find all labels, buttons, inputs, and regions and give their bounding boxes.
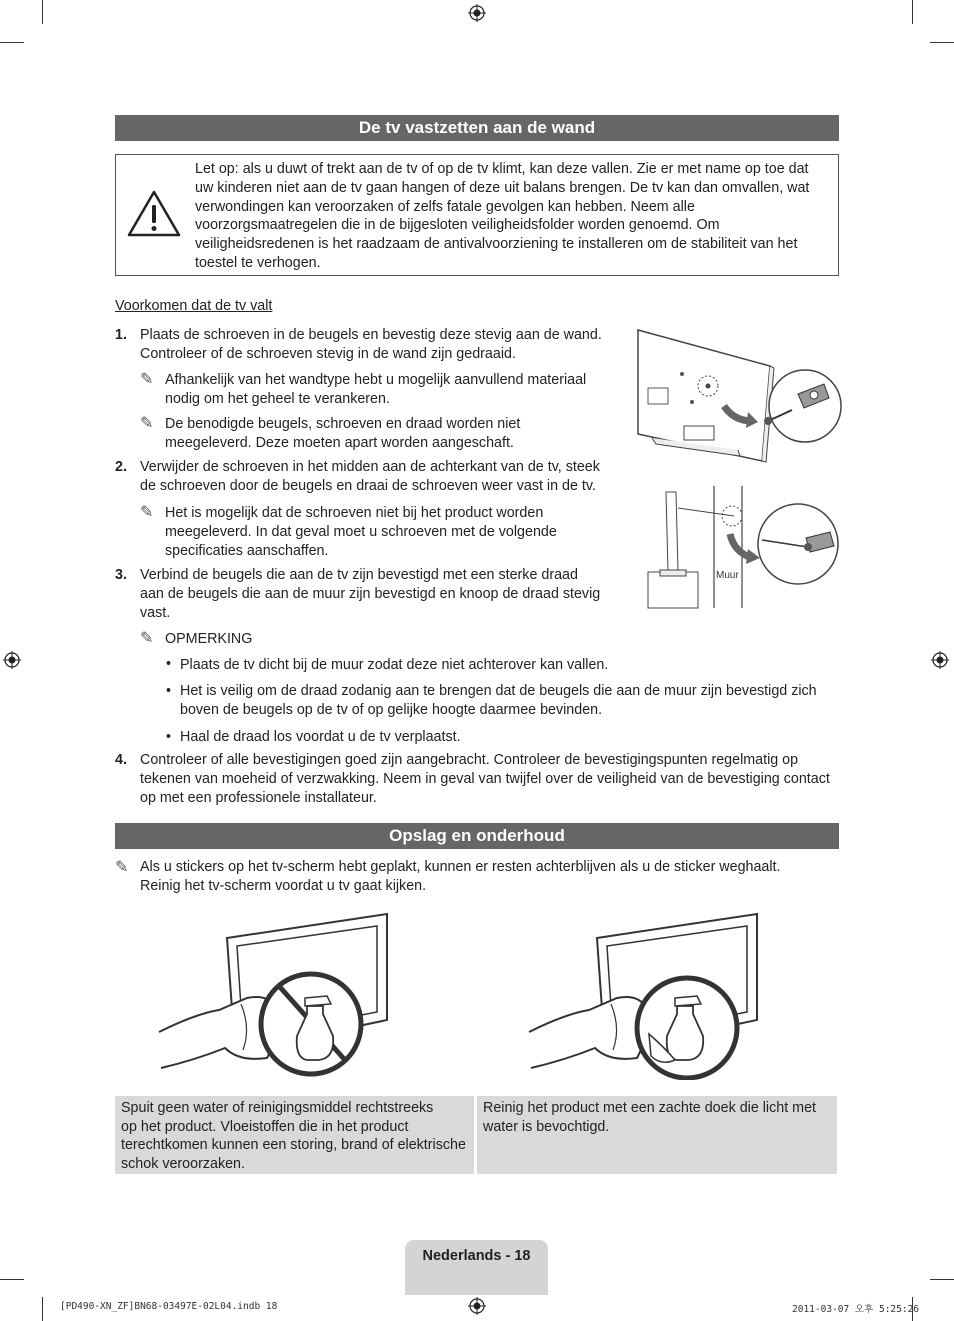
page-number-tab: Nederlands - 18 (405, 1240, 548, 1295)
crop-mark (42, 1297, 43, 1321)
registration-mark-icon (468, 1297, 486, 1315)
bullet-text: Plaats de tv dicht bij de muur zodat deze niet achterover kan vallen. (180, 657, 609, 673)
step-number: 1. (115, 327, 127, 343)
note-text: De benodigde beugels, schroeven en draad worden niet meegeleverd. Deze moeten apart worden aangeschaft. (165, 416, 521, 451)
bullet-dot: • (166, 656, 172, 672)
note-text: Het is mogelijk dat de schroeven niet bij het product worden meegeleverd. In dat geval moet u schroeven met de volgende specificaties aanschaffen. (165, 505, 557, 559)
warning-body: : als u duwt of trekt aan de tv of op de tv klimt, kan deze vallen. Zie er met name op toe dat uw kinderen niet aan de tv gaan hangen of deze uit balans brengen. De tv kan dan omvallen, wat verwondingen kan veroorzaken of zelfs fatale gevolgen kan hebben. Neem alle voorzorgsmaatregelen die in de bijgesloten veiligheidsfolder worden genoemd. Om veiligheidsredenen is het raadzaam de antivalvoorziening te installeren om de stabiliteit van het toestel te verhogen. (195, 161, 810, 271)
pencil-note-icon: ✎ (140, 504, 154, 521)
caption-damp-cloth: Reinig het product met een zachte doek die licht met water is bevochtigd. (477, 1096, 837, 1174)
footer-timestamp: 2011-03-07 오후 5:25:26 (792, 1304, 920, 1315)
registration-mark-icon (931, 651, 949, 669)
footer-file-info: [PD490-XN_ZF]BN68-03497E-02L04.indb 18 (60, 1301, 278, 1312)
bullet-dot: • (166, 683, 172, 699)
damp-cloth-illustration (525, 910, 765, 1080)
remark-label: OPMERKING (165, 631, 253, 647)
crop-mark (0, 1279, 24, 1280)
tv-bracket-illustration (634, 326, 844, 476)
pencil-note-icon: ✎ (140, 415, 154, 432)
step-number: 3. (115, 567, 127, 583)
step-text: Plaats de schroeven in de beugels en bevestig deze stevig aan de wand. Controleer of de schroeven stevig in de wand zijn gedraaid. (140, 327, 602, 362)
caption-no-spray: Spuit geen water of reinigingsmiddel rechtstreeks op het product. Vloeistoffen die in het product terechtkomen kunnen een storing, brand of elektrische schok veroorzaken. (115, 1096, 474, 1174)
warning-text (195, 160, 815, 273)
bullet-text: Haal de draad los voordat u de tv verplaatst. (180, 729, 461, 745)
subheading-prevent-fall: Voorkomen dat de tv valt (115, 298, 273, 314)
crop-mark (930, 1279, 954, 1280)
warning-triangle-icon (126, 189, 182, 239)
step-number: 4. (115, 752, 127, 768)
registration-mark-icon (3, 651, 21, 669)
step-text: Verbind de beugels die aan de tv zijn bevestigd met een sterke draad aan de beugels die aan de muur zijn bevestigd en knoop de draad stevig vast. (140, 567, 601, 621)
bullet-dot: • (166, 729, 172, 745)
section-title-wall-mount: De tv vastzetten aan de wand (115, 115, 839, 141)
sticker-note: Als u stickers op het tv-scherm hebt geplakt, kunnen er resten achterblijven als u de sticker weghaalt. Reinig het tv-scherm voordat u tv gaat kijken. (140, 859, 781, 894)
section-title-storage: Opslag en onderhoud (115, 823, 839, 849)
wall-cord-illustration (638, 486, 844, 612)
crop-mark (0, 42, 24, 43)
step-text: Controleer of alle bevestigingen goed zijn aangebracht. Controleer de bevestigingspunten regelmatig op tekenen van moeheid of verzwakking. Neem in geval van twijfel over de veiligheid van de bevestiging contact op met een professionele installateur. (140, 752, 830, 806)
pencil-note-icon: ✎ (140, 371, 154, 388)
pencil-note-icon: ✎ (140, 630, 154, 647)
step-text: Verwijder de schroeven in het midden aan de achterkant van de tv, steek de schroeven door de beugels en draai de schroeven weer vast in de tv. (140, 459, 600, 494)
warning-label: Let op (195, 161, 235, 177)
wall-label: Muur (716, 570, 739, 581)
step-number: 2. (115, 459, 127, 475)
registration-mark-icon (468, 4, 486, 22)
crop-mark (912, 0, 913, 24)
bullet-text: Het is veilig om de draad zodanig aan te brengen dat de beugels die aan de muur zijn bevestigd zich boven de beugels op de tv of op gelijke hoogte daarmee bevinden. (180, 683, 817, 718)
pencil-note-icon: ✎ (115, 859, 129, 876)
crop-mark (42, 0, 43, 24)
no-spray-illustration (155, 910, 395, 1080)
note-text: Afhankelijk van het wandtype hebt u mogelijk aanvullend materiaal nodig om het geheel te verankeren. (165, 372, 587, 407)
crop-mark (930, 42, 954, 43)
